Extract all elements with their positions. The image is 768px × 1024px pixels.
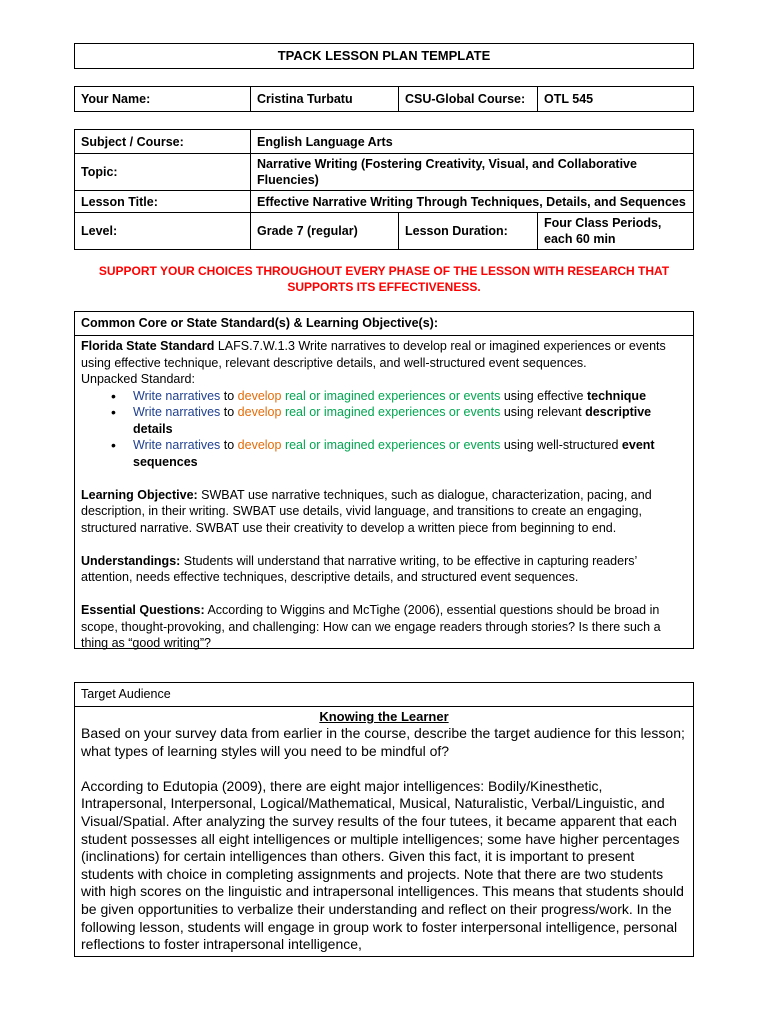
florida-standard (81, 338, 687, 371)
understandings (81, 553, 687, 586)
standards-section (74, 311, 694, 649)
level-label: Level: (75, 213, 251, 250)
learning-objective-text: SWBAT use narrative techniques, such as dialogue, characterization, pacing, and description, in their writing. SWBAT use details, vivid language, and transitions to create an engaging, structured narrative. SWBAT use their creativity to develop a written piece from beginning to end. (81, 487, 652, 535)
learning-objective-label: Learning Objective: (81, 487, 198, 502)
audience-body-text: According to Edutopia (2009), there are eight major intelligences: Bodily/Kinesthetic, Intrapersonal, Interpersonal, Logical/Mathematical, Musical, Naturalistic, Verbal/Linguistic, and Visual/Spatial. After analyzing the survey results of the four tutees, it became apparent that each student possesses all eight intelligences or multiple intelligences; some have higher percentages (inclinations) for certain intelligences than others. Given this fact, it is important to present students with choice in completing assignments and projects. Note that there are two students with high scores on the linguistic and intrapersonal intelligences. This means that students should be given opportunities to verbalize their understanding and reflect on their progress/work. In the following lesson, students will engage in group work to foster interpersonal intelligence, personal reflections to foster intrapersonal intelligence, (81, 777, 684, 953)
target-audience-heading: Target Audience (75, 683, 693, 707)
name-value: Cristina Turbatu (251, 87, 399, 112)
florida-standard-text: LAFS.7.W.1.3 Write narratives to develop real or imagined experiences or events using effective technique, relevant descriptive details, and well-structured event sequences. (81, 339, 666, 370)
list-item: • Write narratives to develop real or imagined experiences or events using well-structured event sequences (111, 437, 687, 470)
lesson-table (74, 129, 694, 250)
lesson-title-label: Lesson Title: (75, 191, 251, 213)
info-table (74, 86, 694, 112)
learning-objective (81, 487, 687, 537)
essential-questions (81, 602, 687, 652)
subject-value: English Language Arts (251, 130, 694, 154)
target-audience-section (74, 682, 694, 957)
understandings-text: Students will understand that narrative writing, to be effective in capturing readers’ attention, needs effective techniques, descriptive details, and structured event sequences. (81, 553, 637, 584)
list-item: • Write narratives to develop real or imagined experiences or events using relevant descriptive details (111, 404, 687, 437)
page-title: TPACK LESSON PLAN TEMPLATE (74, 43, 694, 69)
course-value: OTL 545 (538, 87, 694, 112)
understandings-label: Understandings: (81, 553, 181, 568)
lesson-title-value: Effective Narrative Writing Through Techniques, Details, and Sequences (251, 191, 694, 213)
level-value: Grade 7 (regular) (251, 213, 399, 250)
target-audience-body (75, 707, 693, 956)
topic-value: Narrative Writing (Fostering Creativity, Visual, and Collaborative Fluencies) (251, 154, 694, 191)
knowing-learner-heading: Knowing the Learner (319, 709, 449, 724)
essential-questions-label: Essential Questions: (81, 603, 205, 617)
course-label: CSU-Global Course: (399, 87, 538, 112)
duration-value: Four Class Periods, each 60 min (538, 213, 694, 250)
subject-label: Subject / Course: (75, 130, 251, 154)
topic-label: Topic: (75, 154, 251, 191)
research-note: SUPPORT YOUR CHOICES THROUGHOUT EVERY PHASE OF THE LESSON WITH RESEARCH THAT SUPPORTS ITS EFFECTIVENESS. (98, 264, 670, 294)
florida-standard-label: Florida State Standard (81, 339, 215, 353)
standards-body (75, 336, 693, 654)
standards-heading: Common Core or State Standard(s) & Learning Objective(s): (75, 312, 693, 336)
unpacked-label: Unpacked Standard: (81, 372, 195, 386)
essential-questions-text: According to Wiggins and McTighe (2006), essential questions should be broad in scope, thought-provoking, and challenging: How can we engage readers through stories? Is there such a thing as “good writing”? (81, 603, 661, 650)
list-item: • Write narratives to develop real or imagined experiences or events using effective technique (111, 388, 687, 405)
name-label: Your Name: (75, 87, 251, 112)
duration-label: Lesson Duration: (399, 213, 538, 250)
audience-prompt: Based on your survey data from earlier in the course, describe the target audience for this lesson; what types of learning styles will you need to be mindful of? (81, 725, 685, 759)
unpacked-list (111, 388, 687, 471)
